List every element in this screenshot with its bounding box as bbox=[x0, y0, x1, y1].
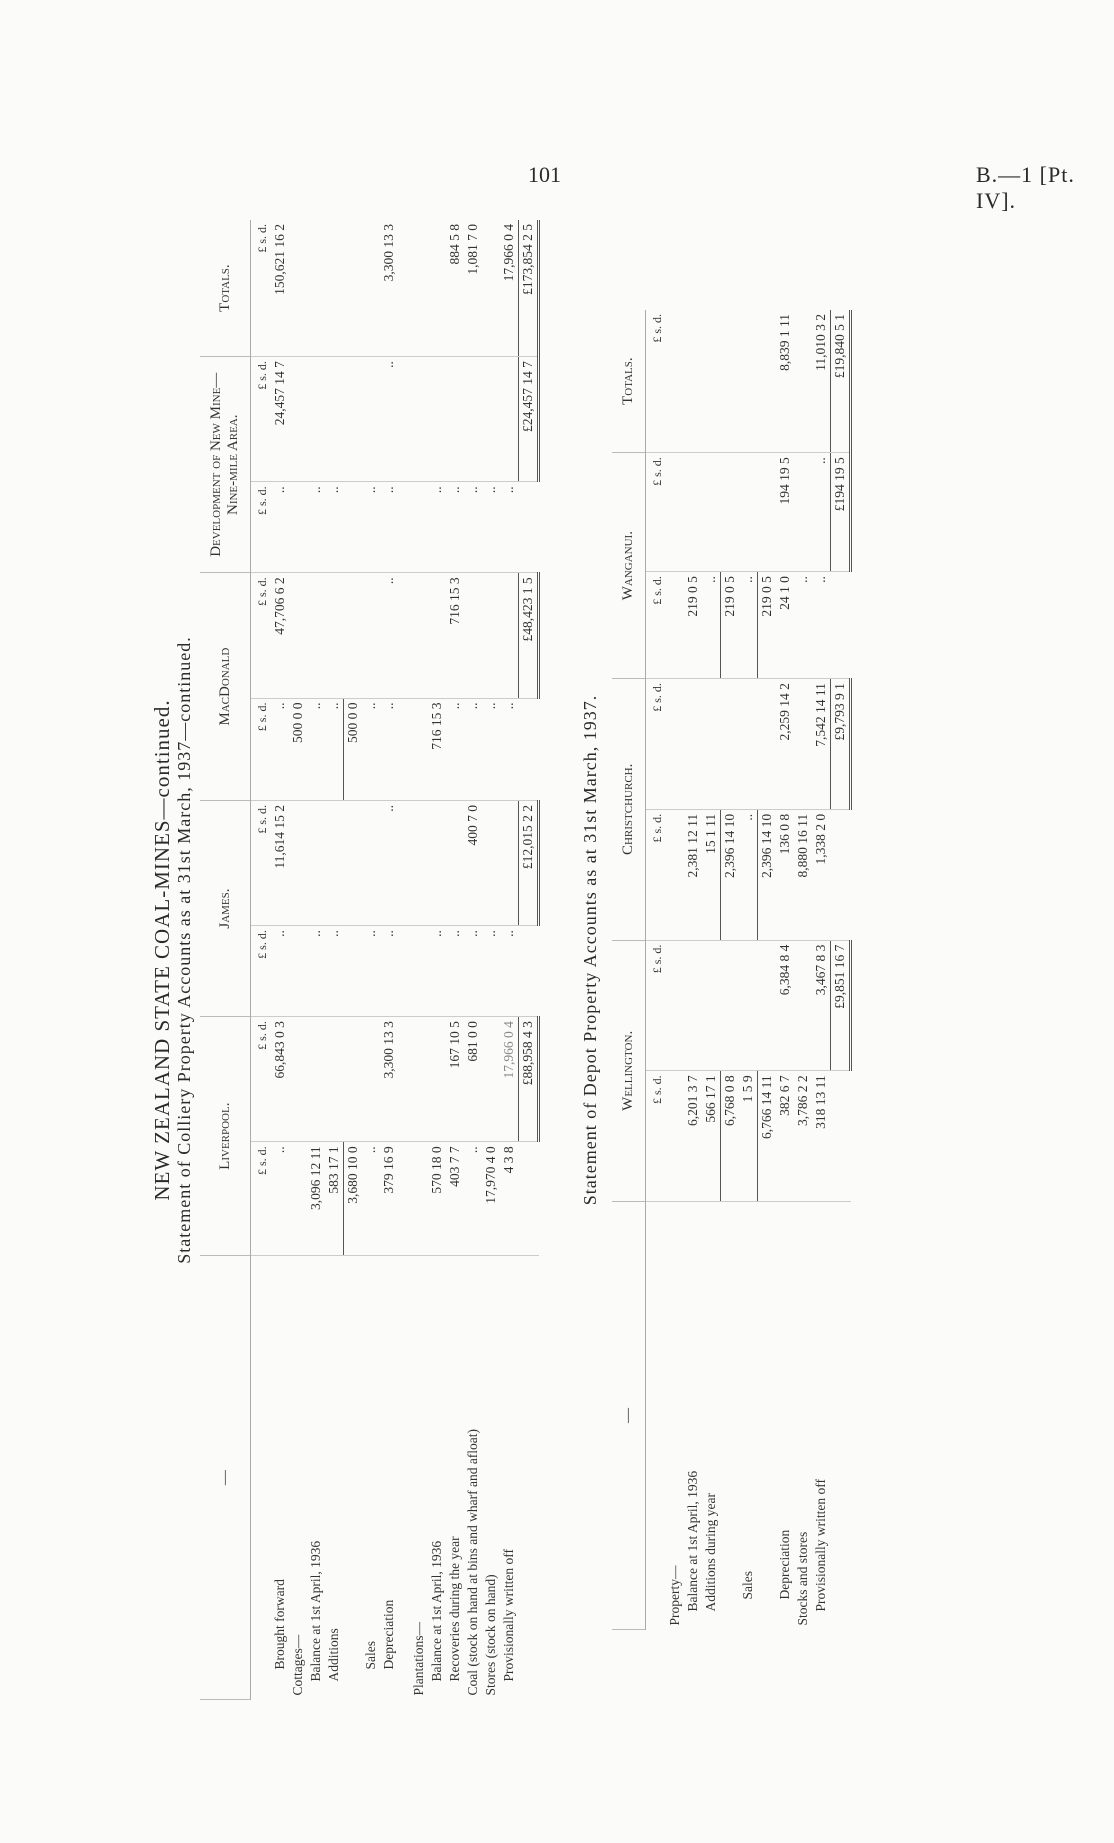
row-plantations-balance: Balance at 1st April, 1936 570 18 0 .. 716 15 3 .. bbox=[428, 220, 446, 1700]
units-row: £ s. d. £ s. d. £ s. d. £ s. d. £ s. d. £ s. d. £ s. d. £ s. d. £ s. d. bbox=[251, 220, 272, 1700]
col-depot-totals: Totals. bbox=[612, 310, 646, 453]
col-wellington: Wellington. bbox=[612, 940, 646, 1202]
label-header: — bbox=[200, 1256, 251, 1700]
row-depot-additions: Additions during year 566 17 1 15 1 11 .. bbox=[702, 310, 721, 1630]
row-plantations-recoveries: Recoveries during the year 403 7 7 167 10 5 .. .. 716 15 3 .. 884 5 8 bbox=[446, 220, 464, 1700]
col-christchurch: Christchurch. bbox=[612, 679, 646, 941]
depot-units-row: £ s. d. £ s. d. £ s. d. £ s. d. £ s. d. £ s. d. £ s. d. bbox=[646, 310, 667, 1630]
row-written-off: Provisionally written off 4 3 8 17,966 0 4 .. .. .. 17,966 0 4 bbox=[500, 220, 519, 1700]
row-brought-forward: Brought forward .. 66,843 0 3 .. 11,614 15 2 .. 47,706 6 2 .. 24,457 14 7 150,621 16 2 bbox=[271, 220, 289, 1700]
row-depot-sales: Sales 1 5 9 .. .. bbox=[739, 310, 758, 1630]
row-plantations: Plantations— bbox=[410, 220, 428, 1700]
row-depot-total: £9,851 16 7 £9,793 9 1 £194 19 5 £19,840 5 1 bbox=[831, 310, 851, 1630]
col-nine-mile: Development of New Mine—Nine-mile Area. bbox=[200, 357, 251, 573]
page-number: 101 bbox=[528, 162, 561, 187]
colliery-header-row bbox=[200, 220, 251, 1700]
row-colliery-total: £88,958 4 3 £12,015 2 2 £48,423 1 5 £24,457 14 7 £173,854 2 5 bbox=[519, 220, 539, 1700]
main-title: NEW ZEALAND STATE COAL-MINES—continued. bbox=[150, 699, 174, 1201]
row-depot-balance: Balance at 1st April, 1936 6,201 3 7 2,381 12 11 219 0 5 bbox=[684, 310, 702, 1630]
depot-label-header: — bbox=[612, 1202, 646, 1630]
col-totals: Totals. bbox=[200, 220, 251, 357]
row-depot-subtotal-2: 6,766 14 11 2,396 14 10 219 0 5 bbox=[758, 310, 777, 1630]
row-stores: Stores (stock on hand) 17,970 4 0 .. .. .. bbox=[482, 220, 500, 1700]
row-cottages-subtotal: 3,680 10 0 500 0 0 bbox=[344, 220, 363, 1700]
depot-property-table bbox=[612, 310, 852, 1630]
depot-title: Statement of Depot Property Accounts as at 31st March, 1937. bbox=[580, 694, 600, 1206]
row-cottages-additions: Additions 583 17 1 .. .. .. bbox=[325, 220, 344, 1700]
row-depreciation: Depreciation 379 16 9 3,300 13 3 .. .. .. .. .. .. 3,300 13 3 bbox=[380, 220, 398, 1700]
row-sales: Sales .. .. .. .. bbox=[362, 220, 380, 1700]
col-macdonald: MacDonald bbox=[200, 573, 251, 801]
row-property: Property— bbox=[666, 310, 684, 1630]
row-cottages-balance: Balance at 1st April, 1936 3,096 12 11 .. .. .. bbox=[307, 220, 325, 1700]
row-depot-subtotal-1: 6,768 0 8 2,396 14 10 219 0 5 bbox=[721, 310, 740, 1630]
colliery-title: Statement of Colliery Property Accounts as at 31st March, 1937—continued. bbox=[174, 636, 194, 1264]
col-liverpool: Liverpool. bbox=[200, 1017, 251, 1256]
section-reference: B.—1 [Pt. IV]. bbox=[976, 162, 1075, 213]
row-cottages: Cottages— 500 0 0 bbox=[289, 220, 307, 1700]
row-depot-written-off: Provisionally written off 318 13 11 3,467 8 3 1,338 2 0 7,542 14 11 .. .. 11,010 3 2 bbox=[812, 310, 831, 1630]
row-depot-stocks: Stocks and stores 3,786 2 2 8,880 16 11 .. bbox=[794, 310, 812, 1630]
col-james: James. bbox=[200, 800, 251, 1016]
depot-header-row bbox=[612, 310, 646, 1630]
row-depot-depreciation: Depreciation 382 6 7 6,384 8 4 136 0 8 2,259 14 2 24 1 0 194 19 5 8,839 1 11 bbox=[776, 310, 794, 1630]
row-coal: Coal (stock on hand at bins and wharf and afloat) .. 681 0 0 .. 400 7 0 .. .. 1,081 7 0 bbox=[464, 220, 482, 1700]
col-wanganui: Wanganui. bbox=[612, 453, 646, 679]
rotated-statement bbox=[150, 200, 970, 1700]
colliery-property-table bbox=[200, 220, 540, 1700]
